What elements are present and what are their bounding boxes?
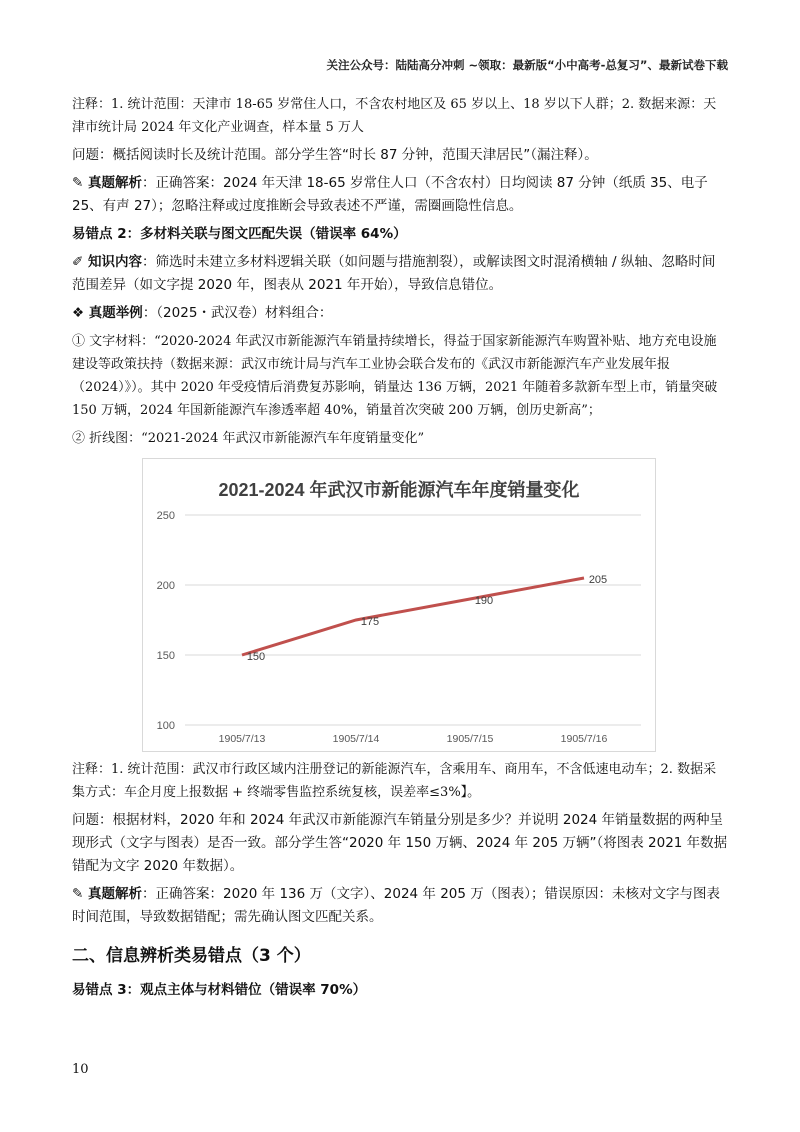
error-point-2-title: 易错点 2：多材料关联与图文匹配失误（错误率 64%） bbox=[72, 226, 407, 242]
note-wuhan: 注释：1. 统计范围：武汉市行政区域内注册登记的新能源汽车，含乘用车、商用车，不含低速电动车；2. 数据采集方式：车企月度上报数据 + 终端零售监控系统复核，误差率≤3%】。 bbox=[72, 762, 717, 800]
x-tick-label: 1905/7/15 bbox=[446, 733, 494, 745]
note-tianjin: 注释：1. 统计范围：天津市 18-65 岁常住人口，不含农村地区及 65 岁以上、18 岁以下人群；2. 数据来源：天津市统计局 2024 年文化产业调查，样本量 5 万人 bbox=[72, 97, 717, 135]
material-chart-caption: ② 折线图：“2021-2024 年武汉市新能源汽车年度销量变化” bbox=[72, 431, 425, 446]
line-chart-svg bbox=[143, 459, 655, 751]
analysis-reading bbox=[72, 172, 728, 218]
knowledge-label: ✐ 知识内容 bbox=[72, 254, 143, 270]
chart-title: 2021-2024 年武汉市新能源汽车年度销量变化 bbox=[218, 480, 580, 500]
example-text: ：（2025・武汉卷）材料组合： bbox=[142, 305, 333, 321]
x-tick-label: 1905/7/13 bbox=[218, 733, 266, 745]
data-label: 205 bbox=[588, 574, 608, 586]
example-intro bbox=[72, 302, 728, 325]
knowledge-text: ：筛选时未建立多材料逻辑关联（如问题与措施割裂），或解读图文时混淆横轴 / 纵轴、忽略时间范围差异（如文字提 2020 年，图表从 2021 年开始），导致信息错位。 bbox=[72, 254, 716, 293]
y-tick-label: 150 bbox=[156, 650, 175, 662]
line-chart bbox=[142, 458, 656, 752]
question-reading: 问题：概括阅读时长及统计范围。部分学生答“时长 87 分钟，范围天津居民”（漏注释）。 bbox=[72, 147, 598, 163]
data-label: 175 bbox=[360, 616, 380, 628]
x-tick-label: 1905/7/16 bbox=[560, 733, 608, 745]
knowledge-content bbox=[72, 251, 728, 297]
analysis-text: ：正确答案：2024 年天津 18-65 岁常住人口（不含农村）日均阅读 87 分钟（纸质 35、电子 25、有声 27）；忽略注释或过度推断会导致表述不严谨，需圈画隐性信息。 bbox=[72, 175, 708, 214]
section-heading: 二、信息辨析类易错点（3 个） bbox=[72, 946, 311, 966]
question-wuhan: 问题：根据材料，2020 年和 2024 年武汉市新能源汽车销量分别是多少？并说明 2024 年销量数据的两种呈现形式（文字与图表）是否一致。部分学生答“2020 年 150 万辆、2024 年 205 万辆”（将图表 2021 年数据错配为文字 2020 年数据）。 bbox=[72, 812, 728, 874]
analysis-label: ✎ 真题解析 bbox=[72, 175, 143, 191]
page-header: 关注公众号：陆陆高分冲刺 ~领取：最新版“小中高考-总复习”、最新试卷下载 bbox=[326, 58, 728, 72]
error-point-3-title: 易错点 3：观点主体与材料错位（错误率 70%） bbox=[72, 982, 367, 998]
y-tick-label: 250 bbox=[156, 510, 175, 522]
example-label: ❖ 真题举例 bbox=[72, 305, 143, 321]
x-tick-label: 1905/7/14 bbox=[332, 733, 380, 745]
series-line bbox=[242, 578, 584, 655]
data-label: 190 bbox=[474, 595, 494, 607]
data-label: 150 bbox=[246, 651, 266, 663]
y-tick-label: 200 bbox=[156, 580, 175, 592]
analysis-wuhan bbox=[72, 883, 728, 929]
analysis-text: ：正确答案：2020 年 136 万（文字）、2024 年 205 万（图表）；错误原因：未核对文字与图表时间范围，导致数据错配；需先确认图文匹配关系。 bbox=[72, 886, 721, 925]
analysis-label: ✎ 真题解析 bbox=[72, 886, 143, 902]
y-tick-label: 100 bbox=[156, 720, 175, 732]
page-number: 10 bbox=[72, 1062, 89, 1077]
document-body bbox=[72, 93, 728, 1007]
material-text: ① 文字材料：“2020-2024 年武汉市新能源汽车销量持续增长，得益于国家新能源汽车购置补贴、地方充电设施建设等政策扶持（数据来源：武汉市统计局与汽车工业协会联合发布的《武汉市新能源汽车产业发展年报（2024）》）。其中 2020 年受疫情后消费复苏影响，销量达 136 万辆，2021 年随着多款新车型上市，销量突破 150 万辆，2024 年国新能源汽车渗透率超 40%，销量首次突破 200 万辆，创历史新高”； bbox=[72, 334, 718, 418]
